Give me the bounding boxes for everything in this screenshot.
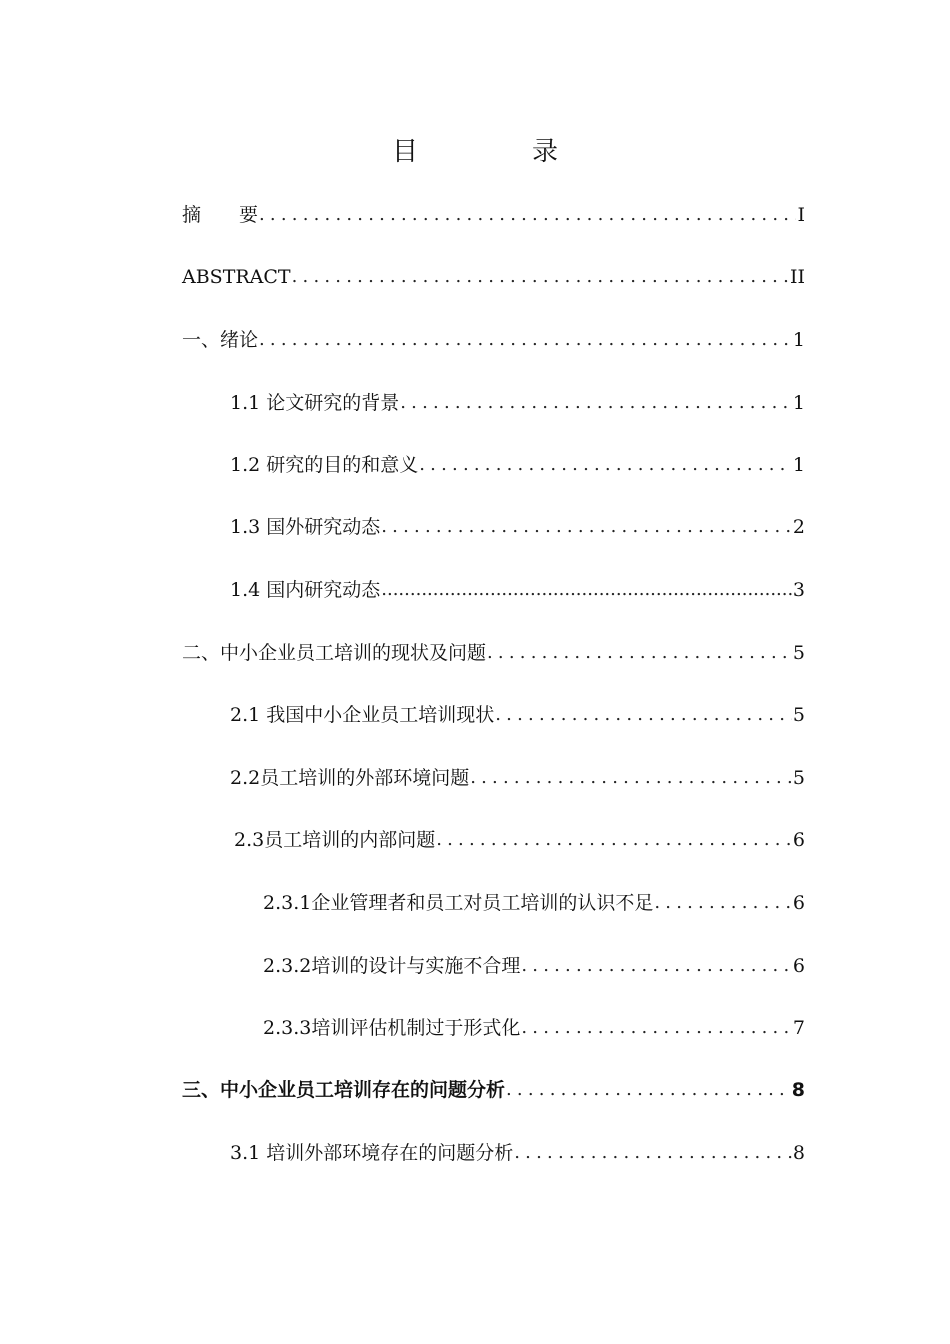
toc-entry-1-4[interactable] bbox=[230, 575, 805, 605]
toc-entry-3-1[interactable] bbox=[230, 1138, 805, 1168]
toc-entry-page: 6 bbox=[792, 892, 805, 914]
toc-entry-label: 摘 要 bbox=[182, 204, 259, 226]
toc-entry-label: 二、中小企业员工培训的现状及问题 bbox=[182, 642, 487, 664]
toc-entry-page: 6 bbox=[792, 955, 805, 977]
toc-leader-dots bbox=[419, 450, 792, 480]
toc-entry-label: 2.1 我国中小企业员工培训现状 bbox=[230, 704, 495, 726]
toc-entry-label: 1.2 研究的目的和意义 bbox=[230, 454, 419, 476]
toc-entry-page: 1 bbox=[792, 454, 805, 476]
toc-leader-dots bbox=[259, 325, 792, 355]
toc-entry-2-3[interactable] bbox=[234, 825, 805, 855]
toc-leader-dots bbox=[521, 1013, 792, 1043]
toc-entry-page: 1 bbox=[792, 392, 805, 414]
toc-leader-dots bbox=[514, 1138, 792, 1168]
toc-entry-chapter-2[interactable] bbox=[182, 638, 805, 668]
toc-entry-page: 5 bbox=[792, 642, 805, 664]
toc-entry-label: 3.1 培训外部环境存在的问题分析 bbox=[230, 1142, 514, 1164]
toc-entry-2-3-1[interactable] bbox=[263, 888, 805, 918]
toc-entry-label: 2.2员工培训的外部环境问题 bbox=[230, 767, 470, 789]
toc-entry-page: 6 bbox=[792, 829, 805, 851]
toc-leader-dots bbox=[521, 951, 792, 981]
toc-entry-1-3[interactable] bbox=[230, 512, 805, 542]
toc-title: 目 录 bbox=[391, 137, 602, 167]
toc-leader-dots bbox=[292, 262, 789, 292]
toc-entry-page: 5 bbox=[792, 704, 805, 726]
toc-entry-label: 1.4 国内研究动态 bbox=[230, 579, 381, 601]
toc-entry-page: 5 bbox=[792, 767, 805, 789]
toc-leader-dots bbox=[436, 825, 792, 855]
toc-entry-label: 2.3.1企业管理者和员工对员工培训的认识不足 bbox=[263, 892, 654, 914]
toc-entry-2-3-3[interactable] bbox=[263, 1013, 805, 1043]
toc-leader-dots bbox=[470, 763, 792, 793]
toc-entry-label: 一、绪论 bbox=[182, 329, 259, 351]
toc-entry-label: 1.1 论文研究的背景 bbox=[230, 392, 400, 414]
toc-leader-dots bbox=[381, 512, 792, 542]
toc-leader-dots bbox=[381, 575, 792, 605]
toc-entry-1-1[interactable] bbox=[230, 388, 805, 418]
toc-leader-dots bbox=[654, 888, 792, 918]
toc-leader-dots bbox=[495, 700, 792, 730]
toc-entry-page: 3 bbox=[792, 579, 805, 601]
toc-leader-dots bbox=[487, 638, 792, 668]
toc-entry-page: II bbox=[789, 266, 805, 288]
toc-leader-dots bbox=[506, 1075, 791, 1105]
toc-leader-dots bbox=[259, 200, 796, 230]
toc-entry-page: 2 bbox=[792, 516, 805, 538]
toc-entry-page: 1 bbox=[792, 329, 805, 351]
toc-entry-1-2[interactable] bbox=[230, 450, 805, 480]
toc-entry-2-2[interactable] bbox=[230, 763, 805, 793]
toc-entry-2-3-2[interactable] bbox=[263, 951, 805, 981]
toc-entry-abstract-en[interactable] bbox=[182, 262, 805, 292]
toc-leader-dots bbox=[400, 388, 792, 418]
toc-entry-page: 8 bbox=[792, 1142, 805, 1164]
toc-entry-label: 1.3 国外研究动态 bbox=[230, 516, 381, 538]
toc-entry-page: I bbox=[797, 204, 805, 226]
toc-entry-abstract-cn[interactable] bbox=[182, 200, 805, 230]
toc-entry-label: 三、中小企业员工培训存在的问题分析 bbox=[182, 1079, 506, 1101]
toc-entry-label: ABSTRACT bbox=[182, 266, 291, 288]
toc-entry-chapter-3[interactable] bbox=[182, 1075, 805, 1105]
toc-entry-page: 8 bbox=[791, 1079, 805, 1101]
toc-entry-label: 2.3.2培训的设计与实施不合理 bbox=[263, 955, 521, 977]
toc-entry-label: 2.3员工培训的内部问题 bbox=[234, 829, 436, 851]
toc-entry-page: 7 bbox=[792, 1017, 805, 1039]
toc-entry-chapter-1[interactable] bbox=[182, 325, 805, 355]
toc-entry-2-1[interactable] bbox=[230, 700, 805, 730]
toc-entry-label: 2.3.3培训评估机制过于形式化 bbox=[263, 1017, 521, 1039]
